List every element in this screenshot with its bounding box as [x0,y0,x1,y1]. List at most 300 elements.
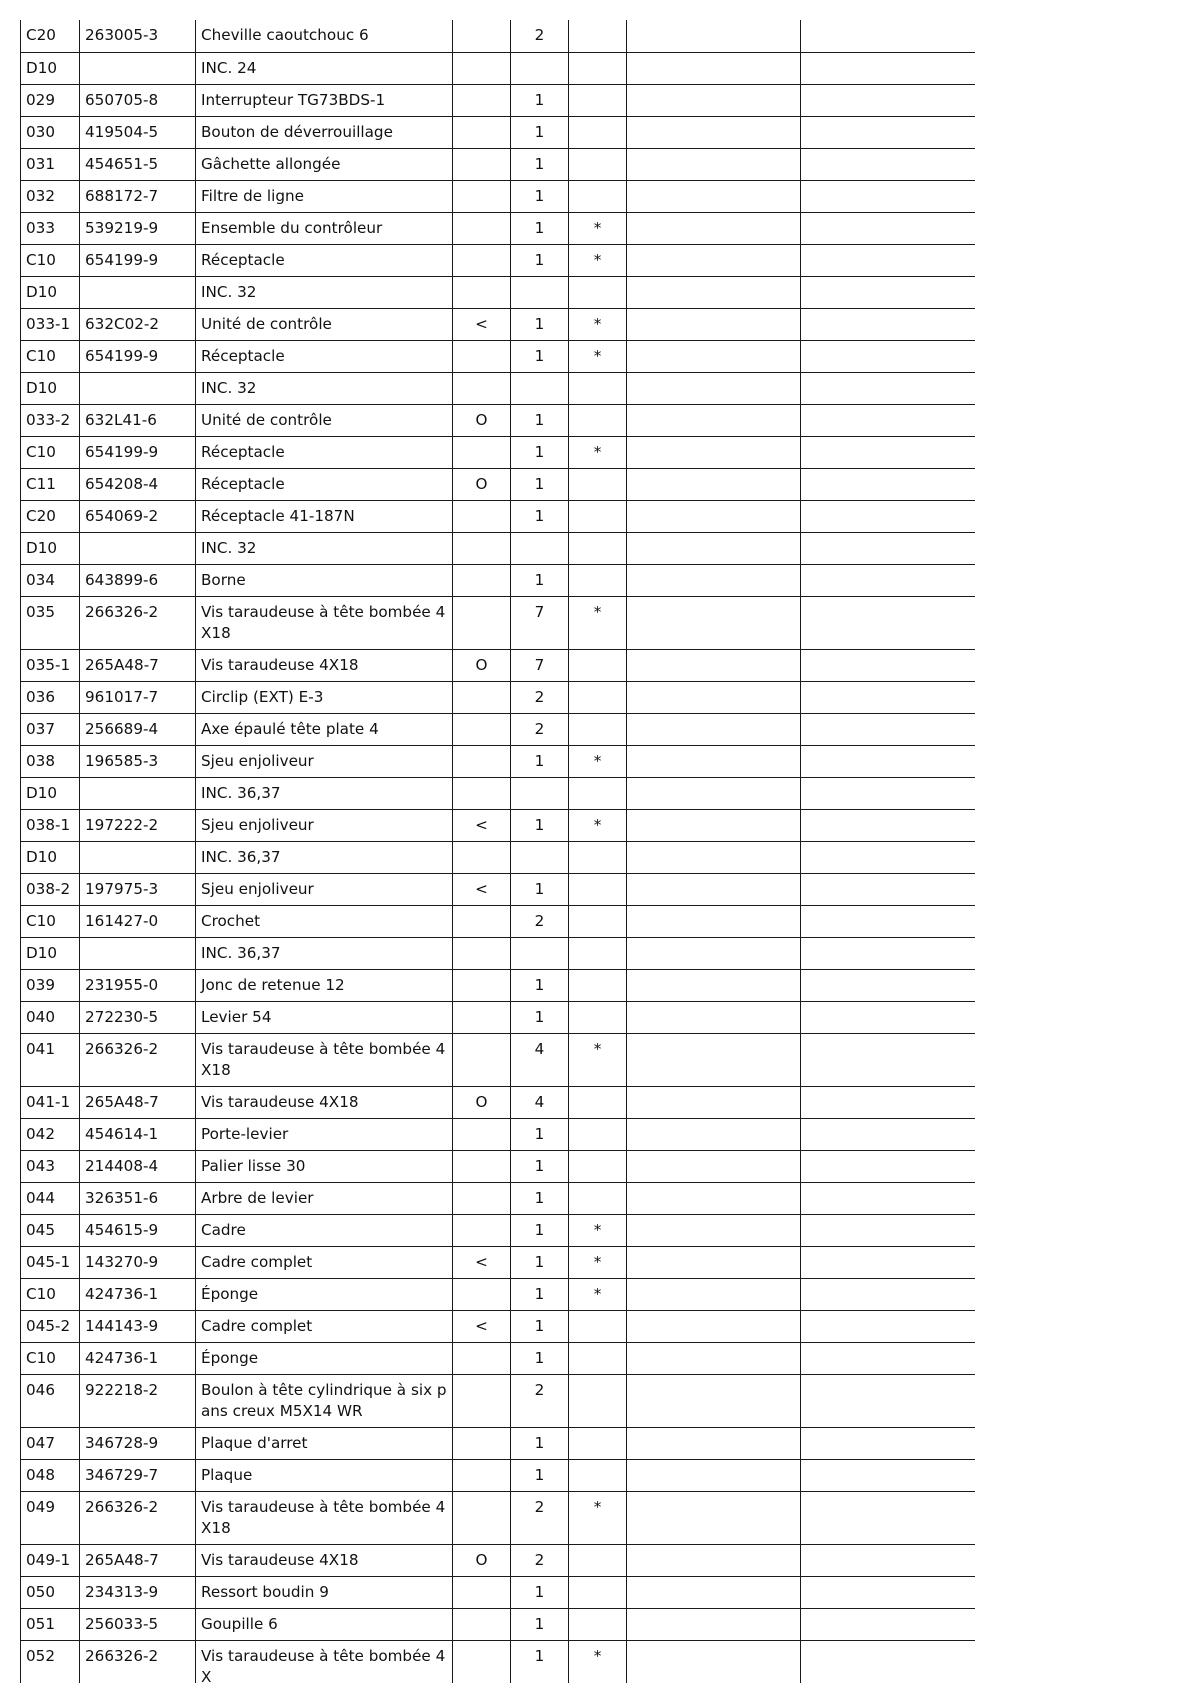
note-cell [569,1576,627,1608]
quantity-cell: 1 [511,500,569,532]
table-row [21,1544,976,1576]
quantity-cell: 2 [511,1491,569,1544]
spare-column-1-cell [627,649,801,681]
spare-column-2-cell [801,1150,976,1182]
spare-column-1-cell [627,681,801,713]
quantity-cell: 1 [511,116,569,148]
marker-cell [453,276,511,308]
part-number-cell: 161427-0 [80,905,196,937]
note-cell [569,1608,627,1640]
table-row [21,1491,976,1544]
table-row [21,564,976,596]
marker-cell [453,52,511,84]
part-number-cell: 144143-9 [80,1310,196,1342]
marker-cell [453,713,511,745]
table-row [21,116,976,148]
quantity-cell: 1 [511,84,569,116]
marker-cell [453,436,511,468]
spare-column-2-cell [801,244,976,276]
description-cell: Vis taraudeuse 4X18 [196,1086,453,1118]
part-number-cell: 688172-7 [80,180,196,212]
description-cell: Jonc de retenue 12 [196,969,453,1001]
spare-column-2-cell [801,1001,976,1033]
note-cell: * [569,244,627,276]
quantity-cell: 4 [511,1086,569,1118]
spare-column-1-cell [627,180,801,212]
spare-column-1-cell [627,713,801,745]
table-row [21,649,976,681]
item-number-cell: C10 [21,905,80,937]
spare-column-2-cell [801,532,976,564]
spare-column-2-cell [801,52,976,84]
quantity-cell: 1 [511,308,569,340]
note-cell [569,713,627,745]
quantity-cell [511,841,569,873]
spare-column-1-cell [627,84,801,116]
description-cell: INC. 36,37 [196,841,453,873]
table-row [21,937,976,969]
spare-column-2-cell [801,84,976,116]
part-number-cell: 143270-9 [80,1246,196,1278]
quantity-cell: 1 [511,1576,569,1608]
marker-cell [453,244,511,276]
table-row [21,212,976,244]
note-cell [569,372,627,404]
note-cell [569,905,627,937]
quantity-cell: 2 [511,681,569,713]
spare-column-2-cell [801,276,976,308]
description-cell: Vis taraudeuse à tête bombée 4X [196,1640,453,1683]
parts-list-page [20,20,975,1683]
note-cell: * [569,1640,627,1683]
table-row [21,905,976,937]
item-number-cell: 035 [21,596,80,649]
spare-column-2-cell [801,1342,976,1374]
marker-cell [453,937,511,969]
marker-cell [453,905,511,937]
item-number-cell: C10 [21,1342,80,1374]
item-number-cell: 049 [21,1491,80,1544]
item-number-cell: D10 [21,532,80,564]
spare-column-2-cell [801,873,976,905]
spare-column-2-cell [801,777,976,809]
table-row [21,500,976,532]
description-cell: INC. 36,37 [196,777,453,809]
spare-column-2-cell [801,148,976,180]
marker-cell: < [453,809,511,841]
description-cell: Cheville caoutchouc 6 [196,20,453,52]
item-number-cell: D10 [21,276,80,308]
part-number-cell: 266326-2 [80,596,196,649]
part-number-cell: 654069-2 [80,500,196,532]
spare-column-2-cell [801,116,976,148]
part-number-cell [80,841,196,873]
spare-column-1-cell [627,1001,801,1033]
spare-column-1-cell [627,905,801,937]
description-cell: Goupille 6 [196,1608,453,1640]
item-number-cell: 049-1 [21,1544,80,1576]
part-number-cell [80,777,196,809]
spare-column-1-cell [627,1246,801,1278]
note-cell [569,564,627,596]
quantity-cell: 1 [511,1001,569,1033]
description-cell: Vis taraudeuse à tête bombée 4X18 [196,1033,453,1086]
description-cell: Vis taraudeuse 4X18 [196,1544,453,1576]
spare-column-1-cell [627,745,801,777]
spare-column-1-cell [627,1491,801,1544]
part-number-cell: 539219-9 [80,212,196,244]
description-cell: Sjeu enjoliveur [196,873,453,905]
part-number-cell: 256033-5 [80,1608,196,1640]
note-cell: * [569,308,627,340]
table-row [21,1001,976,1033]
quantity-cell: 7 [511,596,569,649]
description-cell: Unité de contrôle [196,404,453,436]
note-cell: * [569,809,627,841]
item-number-cell: C20 [21,500,80,532]
item-number-cell: C10 [21,1278,80,1310]
marker-cell [453,532,511,564]
note-cell: * [569,745,627,777]
description-cell: Unité de contrôle [196,308,453,340]
part-number-cell: 654208-4 [80,468,196,500]
note-cell [569,500,627,532]
item-number-cell: D10 [21,52,80,84]
marker-cell [453,20,511,52]
spare-column-2-cell [801,937,976,969]
part-number-cell: 263005-3 [80,20,196,52]
item-number-cell: 044 [21,1182,80,1214]
spare-column-2-cell [801,1182,976,1214]
spare-column-1-cell [627,1374,801,1427]
description-cell: Cadre complet [196,1310,453,1342]
note-cell [569,116,627,148]
parts-table [20,20,975,1683]
marker-cell [453,372,511,404]
table-row [21,404,976,436]
part-number-cell: 265A48-7 [80,1544,196,1576]
note-cell [569,468,627,500]
quantity-cell: 1 [511,1608,569,1640]
table-row [21,532,976,564]
marker-cell: O [453,649,511,681]
table-row [21,873,976,905]
description-cell: Circlip (EXT) E-3 [196,681,453,713]
part-number-cell [80,532,196,564]
quantity-cell: 1 [511,1278,569,1310]
table-row [21,1278,976,1310]
spare-column-1-cell [627,564,801,596]
table-row [21,809,976,841]
note-cell [569,20,627,52]
part-number-cell: 266326-2 [80,1033,196,1086]
item-number-cell: 043 [21,1150,80,1182]
spare-column-1-cell [627,468,801,500]
spare-column-1-cell [627,1459,801,1491]
part-number-cell: 265A48-7 [80,1086,196,1118]
item-number-cell: 033-2 [21,404,80,436]
note-cell [569,148,627,180]
note-cell [569,1001,627,1033]
description-cell: INC. 32 [196,532,453,564]
table-row [21,1182,976,1214]
marker-cell [453,1033,511,1086]
quantity-cell [511,532,569,564]
spare-column-1-cell [627,20,801,52]
note-cell: * [569,1278,627,1310]
part-number-cell: 454651-5 [80,148,196,180]
part-number-cell: 632C02-2 [80,308,196,340]
spare-column-2-cell [801,1640,976,1683]
quantity-cell [511,276,569,308]
part-number-cell [80,276,196,308]
part-number-cell: 346728-9 [80,1427,196,1459]
table-row [21,1342,976,1374]
quantity-cell: 2 [511,20,569,52]
marker-cell [453,1342,511,1374]
item-number-cell: 045-2 [21,1310,80,1342]
marker-cell [453,180,511,212]
table-row [21,777,976,809]
part-number-cell: 272230-5 [80,1001,196,1033]
note-cell: * [569,1246,627,1278]
description-cell: Cadre complet [196,1246,453,1278]
spare-column-1-cell [627,1278,801,1310]
item-number-cell: C10 [21,340,80,372]
item-number-cell: 039 [21,969,80,1001]
item-number-cell: D10 [21,372,80,404]
note-cell: * [569,340,627,372]
table-row [21,276,976,308]
item-number-cell: 038-2 [21,873,80,905]
table-row [21,1033,976,1086]
table-row [21,148,976,180]
marker-cell [453,84,511,116]
spare-column-1-cell [627,1118,801,1150]
description-cell: INC. 32 [196,276,453,308]
marker-cell [453,1118,511,1150]
note-cell [569,1427,627,1459]
part-number-cell: 326351-6 [80,1182,196,1214]
spare-column-1-cell [627,116,801,148]
spare-column-1-cell [627,340,801,372]
note-cell: * [569,1033,627,1086]
spare-column-2-cell [801,1278,976,1310]
table-row [21,52,976,84]
spare-column-1-cell [627,1544,801,1576]
spare-column-1-cell [627,276,801,308]
table-row [21,308,976,340]
quantity-cell: 2 [511,713,569,745]
spare-column-2-cell [801,1214,976,1246]
quantity-cell: 2 [511,905,569,937]
marker-cell [453,212,511,244]
marker-cell [453,500,511,532]
spare-column-1-cell [627,1214,801,1246]
table-row [21,713,976,745]
marker-cell: < [453,1246,511,1278]
table-row [21,180,976,212]
marker-cell [453,148,511,180]
part-number-cell [80,52,196,84]
spare-column-1-cell [627,1640,801,1683]
note-cell [569,1310,627,1342]
table-row [21,1086,976,1118]
spare-column-2-cell [801,436,976,468]
spare-column-1-cell [627,596,801,649]
item-number-cell: C10 [21,436,80,468]
note-cell [569,1118,627,1150]
item-number-cell: 038 [21,745,80,777]
spare-column-1-cell [627,500,801,532]
item-number-cell: 042 [21,1118,80,1150]
item-number-cell: 047 [21,1427,80,1459]
table-row [21,372,976,404]
description-cell: Interrupteur TG73BDS-1 [196,84,453,116]
marker-cell [453,340,511,372]
spare-column-2-cell [801,1459,976,1491]
quantity-cell: 1 [511,1342,569,1374]
marker-cell [453,1427,511,1459]
spare-column-1-cell [627,1086,801,1118]
description-cell: Réceptacle 41-187N [196,500,453,532]
marker-cell [453,564,511,596]
spare-column-2-cell [801,500,976,532]
spare-column-1-cell [627,1033,801,1086]
marker-cell [453,1150,511,1182]
marker-cell [453,1459,511,1491]
item-number-cell: 045-1 [21,1246,80,1278]
quantity-cell: 7 [511,649,569,681]
table-row [21,1310,976,1342]
quantity-cell: 1 [511,1182,569,1214]
note-cell: * [569,1214,627,1246]
description-cell: Cadre [196,1214,453,1246]
spare-column-1-cell [627,1150,801,1182]
description-cell: Axe épaulé tête plate 4 [196,713,453,745]
spare-column-2-cell [801,564,976,596]
item-number-cell: 041 [21,1033,80,1086]
spare-column-1-cell [627,532,801,564]
description-cell: Ressort boudin 9 [196,1576,453,1608]
note-cell [569,777,627,809]
marker-cell: O [453,468,511,500]
spare-column-2-cell [801,969,976,1001]
description-cell: INC. 32 [196,372,453,404]
spare-column-2-cell [801,745,976,777]
table-row [21,681,976,713]
item-number-cell: 032 [21,180,80,212]
quantity-cell: 1 [511,1246,569,1278]
part-number-cell: 265A48-7 [80,649,196,681]
marker-cell: < [453,1310,511,1342]
spare-column-1-cell [627,148,801,180]
note-cell: * [569,1491,627,1544]
spare-column-2-cell [801,468,976,500]
table-row [21,436,976,468]
spare-column-1-cell [627,969,801,1001]
item-number-cell: 048 [21,1459,80,1491]
marker-cell [453,1576,511,1608]
note-cell [569,84,627,116]
note-cell: * [569,596,627,649]
table-row [21,1459,976,1491]
item-number-cell: 031 [21,148,80,180]
spare-column-2-cell [801,20,976,52]
quantity-cell [511,777,569,809]
note-cell [569,1086,627,1118]
quantity-cell: 1 [511,745,569,777]
table-row [21,1150,976,1182]
table-row [21,1118,976,1150]
item-number-cell: 038-1 [21,809,80,841]
marker-cell [453,969,511,1001]
spare-column-1-cell [627,436,801,468]
table-row [21,244,976,276]
part-number-cell: 650705-8 [80,84,196,116]
spare-column-1-cell [627,1427,801,1459]
spare-column-2-cell [801,1118,976,1150]
item-number-cell: 030 [21,116,80,148]
part-number-cell: 197222-2 [80,809,196,841]
spare-column-1-cell [627,777,801,809]
note-cell [569,969,627,1001]
quantity-cell: 1 [511,340,569,372]
item-number-cell: 033-1 [21,308,80,340]
note-cell: * [569,436,627,468]
table-row [21,1427,976,1459]
spare-column-2-cell [801,596,976,649]
marker-cell: < [453,308,511,340]
marker-cell [453,1491,511,1544]
item-number-cell: 040 [21,1001,80,1033]
spare-column-1-cell [627,873,801,905]
table-row [21,1374,976,1427]
marker-cell [453,1608,511,1640]
spare-column-2-cell [801,180,976,212]
marker-cell [453,1374,511,1427]
marker-cell: < [453,873,511,905]
part-number-cell: 643899-6 [80,564,196,596]
part-number-cell: 922218-2 [80,1374,196,1427]
quantity-cell [511,52,569,84]
spare-column-2-cell [801,809,976,841]
description-cell: Éponge [196,1278,453,1310]
marker-cell: O [453,404,511,436]
part-number-cell: 654199-9 [80,340,196,372]
table-row [21,1214,976,1246]
note-cell [569,532,627,564]
description-cell: Palier lisse 30 [196,1150,453,1182]
spare-column-1-cell [627,809,801,841]
spare-column-1-cell [627,404,801,436]
note-cell [569,841,627,873]
description-cell: Filtre de ligne [196,180,453,212]
spare-column-2-cell [801,905,976,937]
quantity-cell: 1 [511,180,569,212]
spare-column-2-cell [801,1246,976,1278]
quantity-cell: 1 [511,1459,569,1491]
part-number-cell: 654199-9 [80,244,196,276]
item-number-cell: 052 [21,1640,80,1683]
quantity-cell: 1 [511,1150,569,1182]
item-number-cell: D10 [21,777,80,809]
part-number-cell: 654199-9 [80,436,196,468]
table-row [21,340,976,372]
part-number-cell: 424736-1 [80,1342,196,1374]
marker-cell [453,777,511,809]
quantity-cell: 2 [511,1544,569,1576]
